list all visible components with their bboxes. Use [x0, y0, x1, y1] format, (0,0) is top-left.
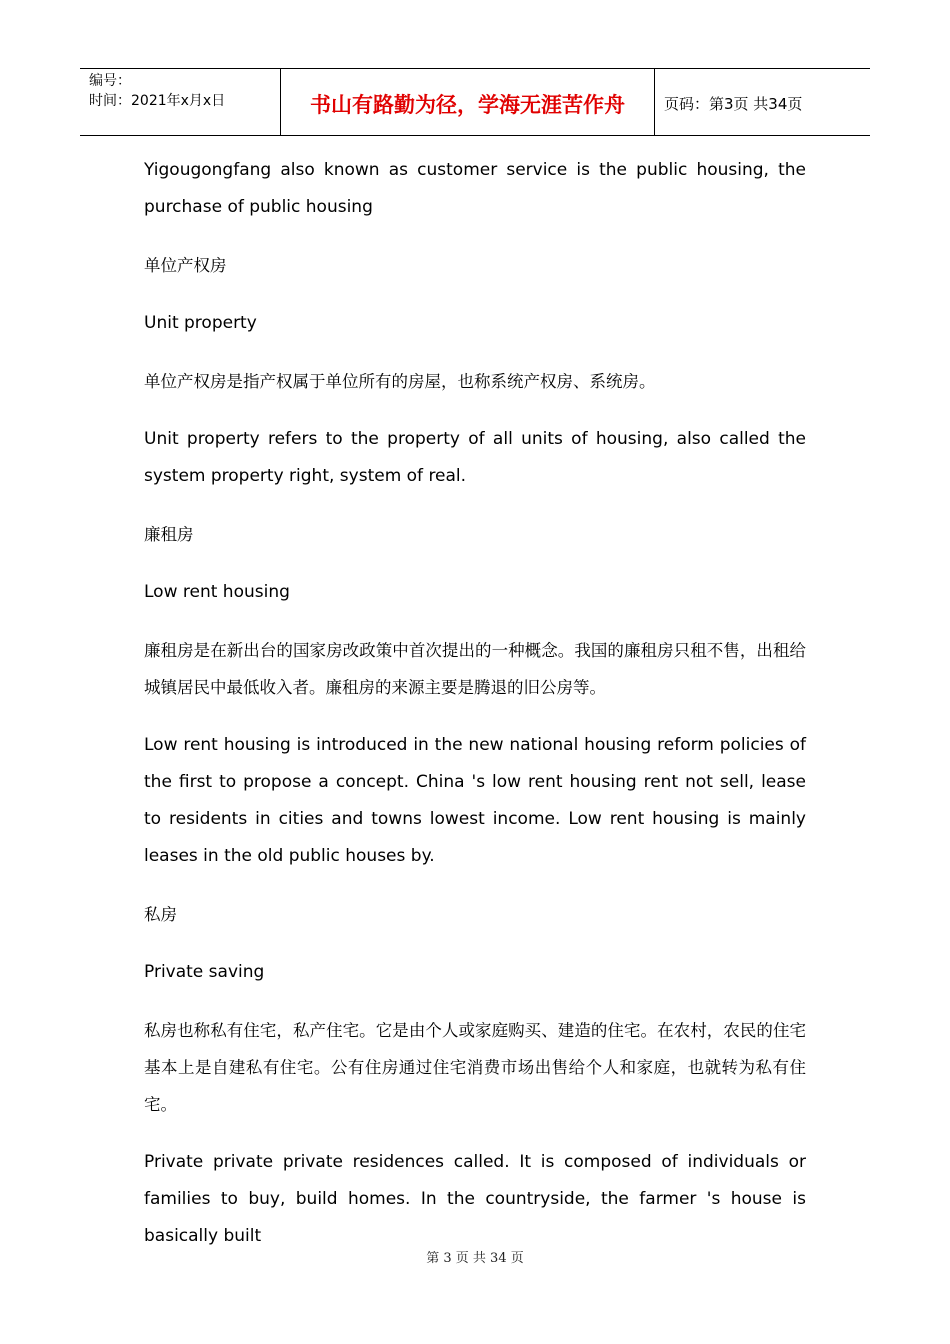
header-page-info: 页码：第3页 共34页	[664, 94, 803, 113]
body-paragraph: Private private private residences called. It is composed of individuals or families to buy, build homes. In the countryside, the farmer 's house is basically built	[144, 1152, 806, 1246]
section-heading-english: Private saving	[144, 962, 265, 982]
section-heading: 私房	[144, 905, 177, 924]
body-paragraph: 私房也称私有住宅，私产住宅。它是由个人或家庭购买、建造的住宅。在农村，农民的住宅基本上是自建私有住宅。公有住房通过住宅消费市场出售给个人和家庭，也就转为私有住宅。	[144, 1021, 806, 1114]
body-paragraph: 单位产权房是指产权属于单位所有的房屋，也称系统产权房、系统房。	[144, 372, 656, 391]
body-paragraph: Unit property refers to the property of all units of housing, also called the system property right, system of real.	[144, 429, 806, 486]
body-paragraph: 廉租房是在新出台的国家房改政策中首次提出的一种概念。我国的廉租房只租不售，出租给城镇居民中最低收入者。廉租房的来源主要是腾退的旧公房等。	[144, 641, 806, 697]
header-meta-cell	[80, 69, 281, 135]
section-heading: 廉租房	[144, 525, 194, 544]
document-date-label: 时间：2021年x月x日	[89, 93, 226, 109]
body-paragraph: Yigougongfang also known as customer service is the public housing, the purchase of public housing	[144, 160, 806, 217]
page-header	[80, 68, 870, 136]
document-number-label: 编号：	[89, 73, 131, 89]
section-heading: 单位产权房	[144, 256, 227, 275]
page-footer: 第 3 页 共 34 页	[426, 1251, 524, 1266]
section-heading-english: Low rent housing	[144, 582, 290, 602]
header-motto: 书山有路勤为径，学海无涯苦作舟	[281, 69, 655, 135]
section-heading-english: Unit property	[144, 313, 257, 333]
document-body	[144, 152, 806, 1255]
body-paragraph: Low rent housing is introduced in the new national housing reform policies of the first to propose a concept. China 's low rent housing rent not sell, lease to residents in cities and towns lowest income. Low rent housing is mainly leases in the old public houses by.	[144, 735, 806, 866]
